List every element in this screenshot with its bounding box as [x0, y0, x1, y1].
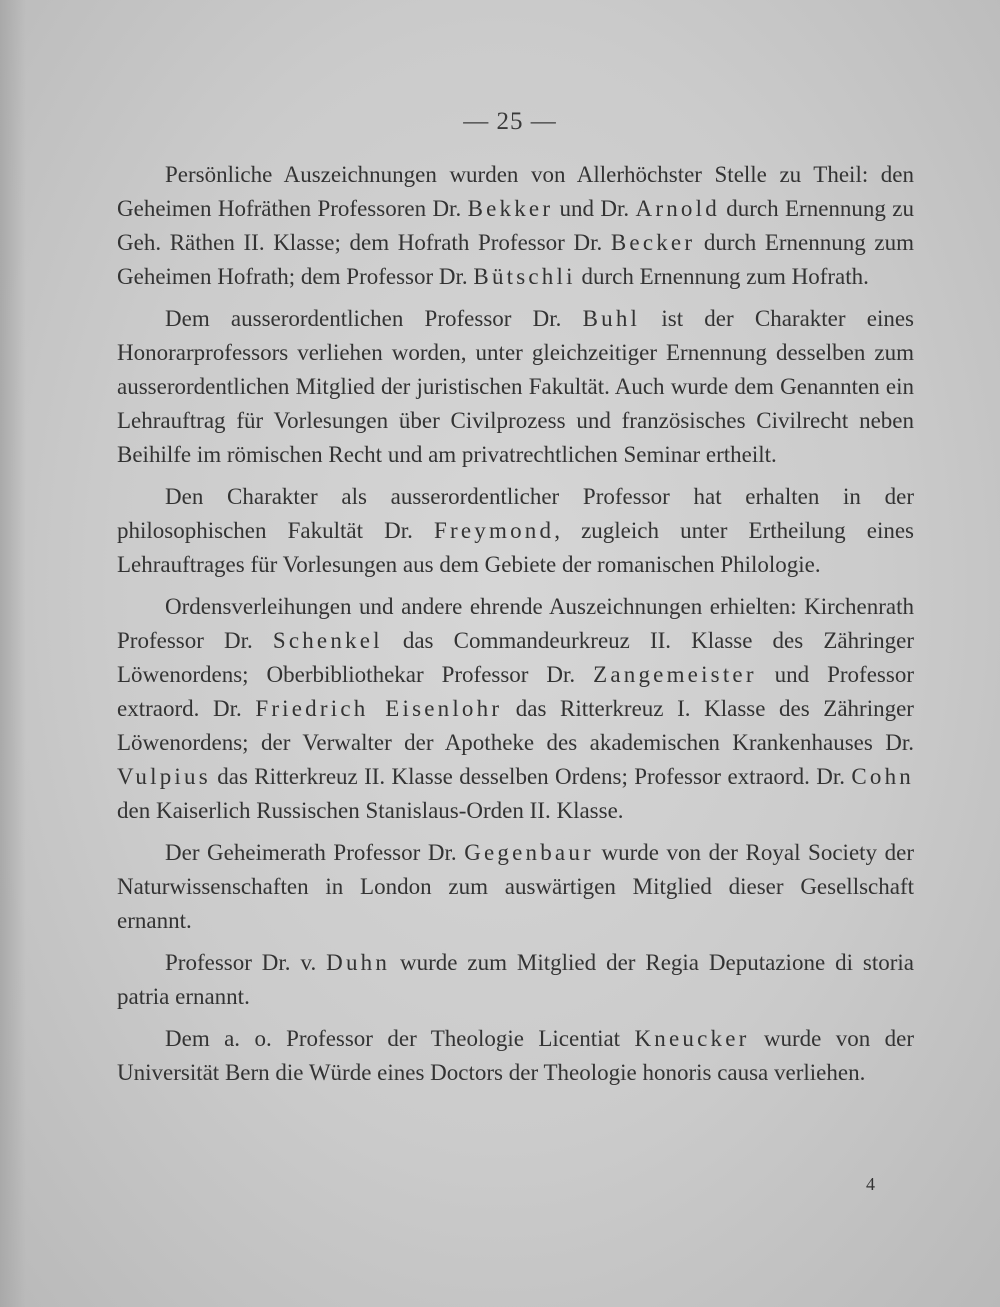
- spaced-name: Kneucker: [634, 1026, 750, 1051]
- text-run: und Professor extraord. Dr.: [117, 662, 914, 721]
- paragraph: [117, 158, 914, 294]
- text-run: und Dr.: [553, 196, 636, 221]
- text-run: das Ritterkreuz I. Klasse des Zähringer Löwenordens; der Verwalter der Apotheke des akademischen Krankenhauses Dr.: [117, 696, 914, 755]
- paragraph: [117, 302, 914, 472]
- text-run: Persönliche Auszeichnungen wurden von Allerhöchster Stelle zu Theil: den Geheimen Hofräthen Professoren Dr.: [117, 162, 914, 221]
- text-run: Der Geheimerath Professor Dr.: [165, 840, 465, 865]
- text-run: Dem ausserordentlichen Professor Dr.: [165, 306, 583, 331]
- text-run: Den Charakter als ausserordentlicher Professor hat erhalten in der philosophischen Fakultät Dr.: [117, 484, 914, 543]
- text-run: wurde von der Royal Society der Naturwissenschaften in London zum auswärtigen Mitglied dieser Gesellschaft ernannt.: [117, 840, 914, 933]
- text-run: Dem a. o. Professor der Theologie Licentiat: [165, 1026, 635, 1051]
- spaced-name: Bütschli: [473, 264, 576, 289]
- text-run: ist der Charakter eines Honorarprofessors verliehen worden, unter gleichzeitiger Ernennung desselben zum ausserordentlichen Mitglied der juristischen Fakultät. Auch wurde dem Genannten ein Lehrauftrag für Vorlesungen über Civilprozess und französisches Civilrecht neben Beihilfe im römischen Recht und am privatrechtlichen Seminar ertheilt.: [117, 306, 914, 467]
- spaced-name: Cohn: [851, 764, 914, 789]
- text-run: Professor Dr. v.: [165, 950, 327, 975]
- text-run: das Ritterkreuz II. Klasse desselben Ordens; Professor extraord. Dr.: [210, 764, 852, 789]
- signature-mark: 4: [866, 1174, 875, 1194]
- text-run: das Commandeurkreuz II. Klasse des Zähringer Löwenordens; Oberbibliothekar Professor Dr.: [117, 628, 914, 687]
- text-run: durch Ernennung zum Hofrath.: [575, 264, 869, 289]
- body-text: [117, 158, 914, 1098]
- text-run: durch Ernennung zu Geh. Räthen II. Klasse; dem Hofrath Professor Dr.: [117, 196, 915, 255]
- spaced-name: Becker: [610, 230, 696, 255]
- text-run: wurde zum Mitglied der Regia Deputazione di storia patria ernannt.: [117, 950, 914, 1009]
- text-run: durch Ernennung zum Geheimen Hofrath; dem Professor Dr.: [117, 230, 915, 289]
- text-run: wurde von der Universität Bern die Würde eines Doctors der Theologie honoris causa verliehen.: [117, 1026, 914, 1085]
- spaced-name: Bekker: [467, 196, 554, 221]
- spaced-name: Vulpius: [117, 764, 211, 789]
- spaced-name: Schenkel: [272, 628, 383, 653]
- text-run: , zugleich unter Ertheilung eines Lehrauftrages für Vorlesungen aus dem Gebiete der romanischen Philologie.: [117, 518, 914, 577]
- page-number: — 25 —: [463, 108, 557, 135]
- spaced-name: Zangemeister: [593, 662, 757, 687]
- spaced-name: Arnold: [635, 196, 720, 221]
- paragraph: [117, 946, 914, 1014]
- spaced-name: Friedrich Eisenlohr: [255, 696, 503, 721]
- spaced-name: Duhn: [326, 950, 391, 975]
- spaced-name: Gegenbaur: [464, 840, 594, 865]
- paragraph: [117, 836, 914, 938]
- spaced-name: Buhl: [582, 306, 641, 331]
- spaced-name: Freymond: [434, 518, 555, 543]
- paragraph: [117, 480, 914, 582]
- text-run: den Kaiserlich Russischen Stanislaus-Orden II. Klasse.: [117, 798, 624, 823]
- paragraph: [117, 590, 914, 828]
- text-run: Ordensverleihungen und andere ehrende Auszeichnungen erhielten: Kirchenrath Professor Dr.: [117, 594, 914, 653]
- paragraph: [117, 1022, 914, 1090]
